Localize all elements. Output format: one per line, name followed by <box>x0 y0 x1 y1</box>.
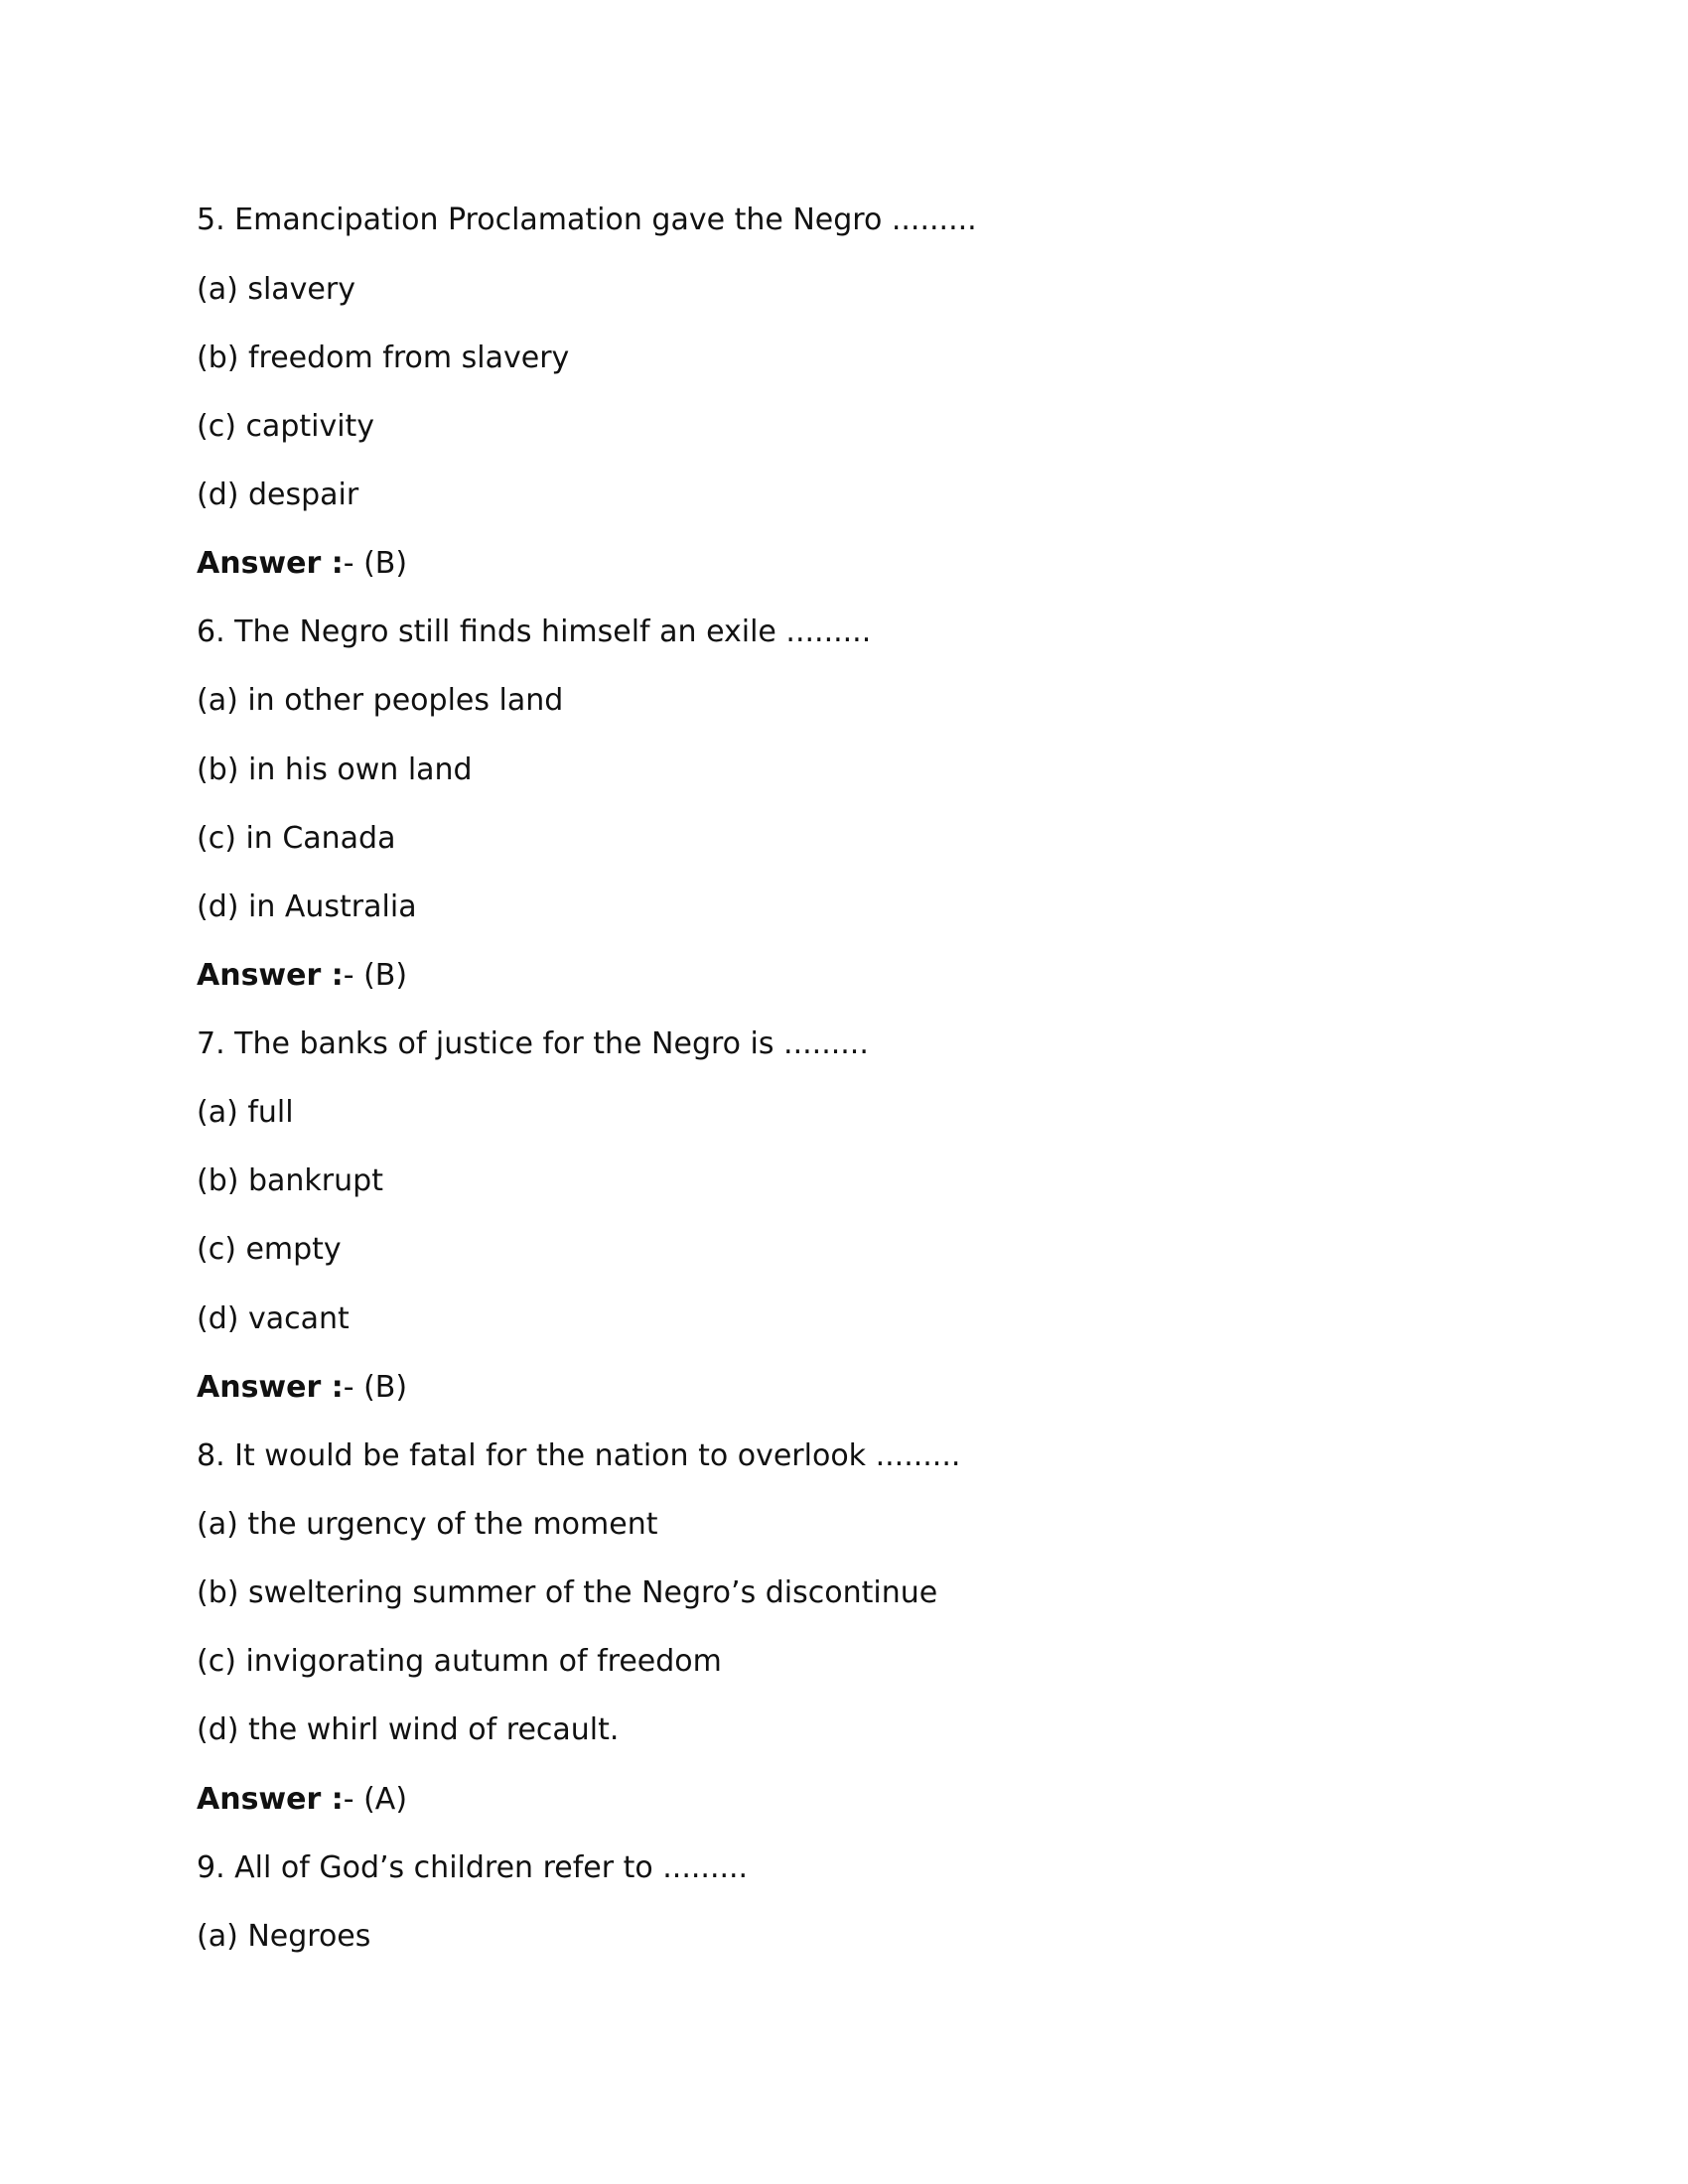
question-5-option-b: (b) freedom from slavery <box>197 341 570 375</box>
question-7-option-d: (d) vacant <box>197 1301 350 1336</box>
question-5-answer <box>197 544 407 584</box>
answer-value: - (B) <box>343 958 408 993</box>
question-8-answer <box>197 1780 407 1820</box>
question-9-option-a: (a) Negroes <box>197 1919 371 1954</box>
question-6-option-b: (b) in his own land <box>197 752 473 787</box>
question-7-text: 7. The banks of justice for the Negro is ......... <box>197 1026 869 1061</box>
question-8-option-d: (d) the whirl wind of recault. <box>197 1712 620 1747</box>
question-6-option-d: (d) in Australia <box>197 889 417 924</box>
question-8-text: 8. It would be fatal for the nation to overlook ......... <box>197 1438 961 1473</box>
answer-label: Answer : <box>197 1782 344 1817</box>
answer-value: - (A) <box>343 1782 408 1817</box>
question-5-text: 5. Emancipation Proclamation gave the Negro ......... <box>197 203 977 237</box>
question-7-answer <box>197 1368 407 1408</box>
question-7-option-b: (b) bankrupt <box>197 1163 383 1198</box>
question-8-option-c: (c) invigorating autumn of freedom <box>197 1644 722 1679</box>
question-8-option-b: (b) sweltering summer of the Negro’s discontinue <box>197 1575 938 1610</box>
question-7-option-a: (a) full <box>197 1095 294 1130</box>
question-9-text: 9. All of God’s children refer to ......... <box>197 1850 749 1885</box>
answer-label: Answer : <box>197 958 344 993</box>
question-6-text: 6. The Negro still finds himself an exile ......... <box>197 614 872 649</box>
question-8-option-a: (a) the urgency of the moment <box>197 1507 658 1542</box>
question-6-answer <box>197 956 407 996</box>
question-7-option-c: (c) empty <box>197 1232 342 1267</box>
answer-value: - (B) <box>343 1370 408 1405</box>
question-5-option-d: (d) despair <box>197 478 359 512</box>
answer-label: Answer : <box>197 1370 344 1405</box>
question-5-option-a: (a) slavery <box>197 272 355 307</box>
question-6-option-a: (a) in other peoples land <box>197 683 564 718</box>
question-6-option-c: (c) in Canada <box>197 821 396 856</box>
answer-label: Answer : <box>197 546 344 581</box>
answer-value: - (B) <box>343 546 408 581</box>
question-5-option-c: (c) captivity <box>197 409 375 444</box>
